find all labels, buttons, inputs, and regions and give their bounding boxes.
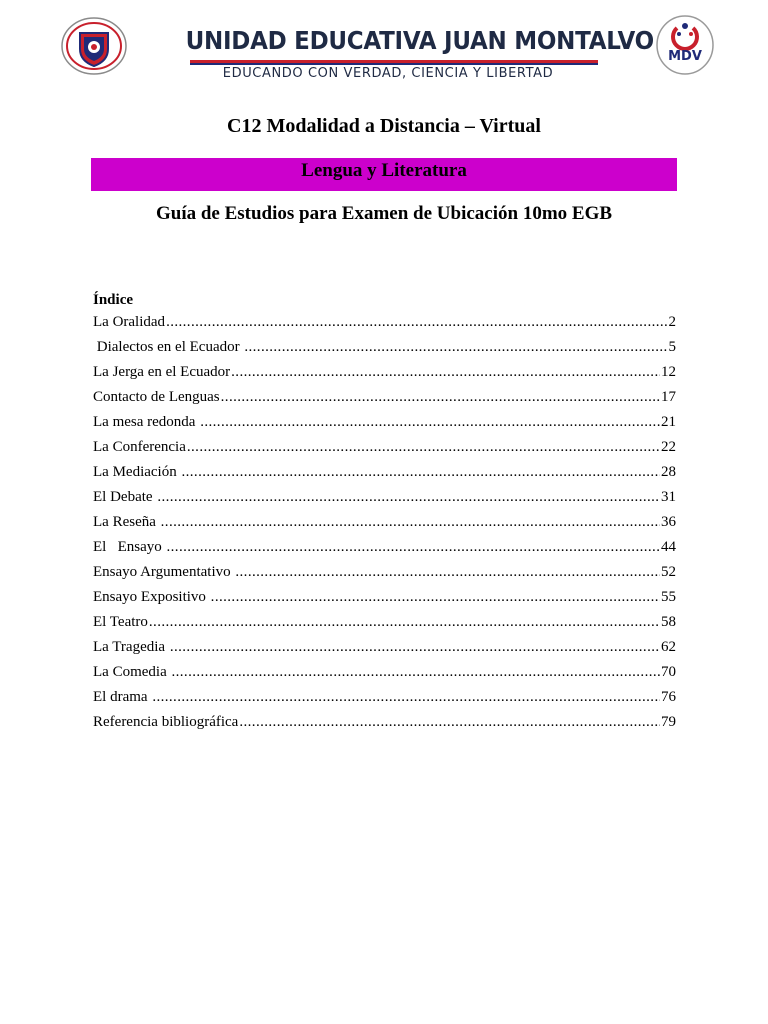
toc-dot-leader: [166, 312, 667, 332]
toc-entry[interactable]: [93, 662, 676, 687]
mdv-logo-icon: [655, 14, 715, 76]
toc-entry-title: Dialectos en el Ecuador: [93, 339, 244, 355]
toc-entry-title: La Conferencia: [93, 439, 186, 455]
toc-entry-page: 70: [661, 664, 676, 680]
toc-entry-page: 62: [661, 639, 676, 655]
toc-entry-page: 2: [668, 314, 676, 330]
toc-entry[interactable]: [93, 562, 676, 587]
toc-entry-title: El Teatro: [93, 614, 148, 630]
toc-dot-leader: [149, 612, 660, 632]
document-header: [0, 0, 768, 100]
school-name: UNIDAD EDUCATIVA JUAN MONTALVO: [185, 26, 654, 55]
toc-dot-leader: [170, 637, 660, 657]
toc-entry-page: 76: [661, 689, 676, 705]
toc-entry-page: 36: [661, 514, 676, 530]
toc-entry[interactable]: [93, 387, 676, 412]
index-heading: Índice: [93, 292, 134, 308]
toc-entry-title: El Ensayo: [93, 539, 166, 555]
toc-entry-page: 21: [661, 414, 676, 430]
toc-entry-title: El drama: [93, 689, 152, 705]
toc-entry-page: 28: [661, 464, 676, 480]
toc-dot-leader: [161, 512, 660, 532]
toc-entry-title: Referencia bibliográfica: [93, 714, 239, 730]
toc-entry[interactable]: [93, 687, 676, 712]
toc-entry[interactable]: [93, 612, 676, 637]
toc-entry-page: 52: [661, 564, 676, 580]
toc-entry-page: 22: [661, 439, 676, 455]
subject-title: Lengua y Literatura: [301, 160, 467, 181]
toc-entry[interactable]: [93, 462, 676, 487]
toc-entry-title: Contacto de Lenguas: [93, 389, 220, 405]
toc-dot-leader: [171, 662, 660, 682]
toc-dot-leader: [187, 437, 660, 457]
mdv-logo-text: MDV: [668, 49, 702, 64]
toc-entry[interactable]: [93, 587, 676, 612]
toc-entry-title: La Mediación: [93, 464, 181, 480]
toc-entry-page: 17: [661, 389, 676, 405]
header-divider-blue: [190, 63, 598, 65]
toc-entry-page: 31: [661, 489, 676, 505]
toc-entry[interactable]: [93, 437, 676, 462]
toc-entry-page: 12: [661, 364, 676, 380]
toc-dot-leader: [221, 387, 660, 407]
toc-entry[interactable]: [93, 487, 676, 512]
toc-entry-page: 55: [661, 589, 676, 605]
toc-entry[interactable]: [93, 362, 676, 387]
toc-entry-page: 5: [668, 339, 676, 355]
toc-entry-title: Ensayo Argumentativo: [93, 564, 235, 580]
school-crest-icon: [60, 16, 128, 76]
guide-title: Guía de Estudios para Examen de Ubicación 10mo EGB: [155, 203, 613, 224]
toc-entry-title: La Tragedia: [93, 639, 169, 655]
toc-dot-leader: [181, 462, 660, 482]
toc-entry[interactable]: [93, 412, 676, 437]
toc-entry-page: 79: [661, 714, 676, 730]
toc-entry-title: La Comedia: [93, 664, 171, 680]
toc-entry[interactable]: [93, 512, 676, 537]
toc-dot-leader: [167, 537, 661, 557]
toc-dot-leader: [152, 687, 660, 707]
school-slogan: EDUCANDO CON VERDAD, CIENCIA Y LIBERTAD: [222, 66, 554, 81]
toc-entry-page: 44: [661, 539, 676, 555]
toc-entry-title: La Reseña: [93, 514, 160, 530]
toc-dot-leader: [231, 362, 660, 382]
toc-entry[interactable]: [93, 712, 676, 737]
toc-dot-leader: [244, 337, 667, 357]
toc-entry[interactable]: [93, 537, 676, 562]
toc-entry[interactable]: [93, 337, 676, 362]
toc-entry-title: La Oralidad: [93, 314, 166, 330]
toc-dot-leader: [157, 487, 660, 507]
toc-entry-title: La Jerga en el Ecuador: [93, 364, 231, 380]
toc-entry[interactable]: [93, 637, 676, 662]
toc-entry-page: 58: [661, 614, 676, 630]
toc-dot-leader: [200, 412, 660, 432]
toc-entry-title: La mesa redonda: [93, 414, 200, 430]
toc-dot-leader: [239, 712, 660, 732]
toc-dot-leader: [211, 587, 660, 607]
toc-dot-leader: [235, 562, 660, 582]
toc-entry-title: Ensayo Expositivo: [93, 589, 210, 605]
toc-entry-title: El Debate: [93, 489, 157, 505]
toc-entry[interactable]: [93, 312, 676, 337]
modality-title: C12 Modalidad a Distancia – Virtual: [227, 115, 541, 137]
table-of-contents: [93, 312, 676, 737]
